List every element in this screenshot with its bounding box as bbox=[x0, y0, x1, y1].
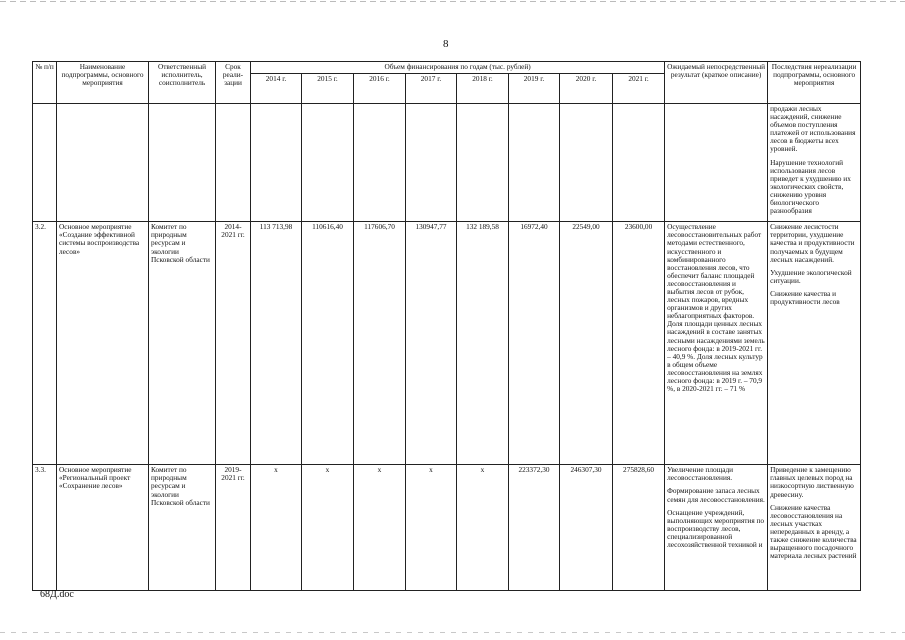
program-table bbox=[32, 61, 861, 591]
consequence-paragraph: Приведение к замещению главных целевых пород на низкосортную лиственную древесину. bbox=[770, 465, 854, 499]
scan-artifact-top bbox=[0, 1, 905, 2]
header-name: Наименование подпрограммы, основного мероприятия bbox=[57, 62, 149, 104]
result-cell bbox=[665, 222, 768, 465]
header-num: № п/п bbox=[33, 62, 57, 104]
value-cell: 132 189,58 bbox=[457, 222, 509, 465]
header-term: Срок реали-зации bbox=[216, 62, 251, 104]
row-number: 3.3. bbox=[33, 465, 57, 591]
value-cell: 117606,70 bbox=[354, 222, 406, 465]
row-name: Основное мероприятие «Региональный проект «Сохранение лесов» bbox=[57, 465, 149, 591]
header-executor: Ответственный исполнитель, соисполнитель bbox=[149, 62, 216, 104]
value-cell: x bbox=[302, 465, 354, 591]
header-year: 2019 г. bbox=[509, 74, 560, 104]
header-year: 2015 г. bbox=[302, 74, 354, 104]
value-cell: 223372,30 bbox=[509, 465, 560, 591]
value-cell: x bbox=[406, 465, 457, 591]
result-cell bbox=[665, 465, 768, 591]
row-executor: Комитет по природным ресурсам и экологии Псковской области bbox=[149, 222, 216, 465]
table-row bbox=[33, 465, 861, 591]
row-term: 2019-2021 гг. bbox=[216, 465, 251, 591]
value-cell: 275828,60 bbox=[613, 465, 665, 591]
value-cell: x bbox=[354, 465, 406, 591]
result-paragraph: Увеличение площади лесовосстановления. bbox=[667, 465, 734, 483]
table-row-continuation bbox=[33, 104, 861, 222]
consequence-cell bbox=[768, 465, 861, 591]
header-year: 2021 г. bbox=[613, 74, 665, 104]
header-year: 2018 г. bbox=[457, 74, 509, 104]
header-result: Ожидаемый непосредственный результат (краткое описание) bbox=[665, 62, 768, 104]
row-term: 2014-2021 гг. bbox=[216, 222, 251, 465]
value-cell: 23600,00 bbox=[613, 222, 665, 465]
value-cell: 110616,40 bbox=[302, 222, 354, 465]
row-number: 3.2. bbox=[33, 222, 57, 465]
header-funding: Объем финансирования по годам (тыс. рублей) bbox=[251, 62, 665, 74]
consequence-paragraph: Нарушение технологий использования лесов приведет к ухудшению их экологических свойств, снижению уровня биологического разнообразия bbox=[770, 157, 851, 216]
result-paragraph: Формирование запаса лесных семян для лесовосстановления. bbox=[667, 486, 765, 504]
table-row bbox=[33, 222, 861, 465]
consequence-paragraph: Ухудшение экологической ситуации. bbox=[770, 267, 852, 285]
row-executor: Комитет по природным ресурсам и экологии Псковской области bbox=[149, 465, 216, 591]
value-cell: 16972,40 bbox=[509, 222, 560, 465]
header-year: 2020 г. bbox=[560, 74, 613, 104]
consequence-paragraph: продажи лесных насаждений, снижение объемов поступления платежей от использования лесов в бюджеты всех уровней. bbox=[770, 104, 856, 154]
result-paragraph: Осуществление лесовосстановительных работ методами естественного, искусственного и комбинированного восстановления лесов, что обеспечит баланс площадей лесовосстановления и выбытия лесов от рубок, лесных пожаров, вредных организмов и других неблагоприятных факторов. Доля площади ценных лесных насаждений в составе занятых лесными насаждениями земель лесного фонда: в 2019-2021 гг. – 40,9 %. Доля лесных культур в общем объеме лесовосстановления на землях лесного фонда: в 2019 г. – 70,9 %, в 2020-2021 гг. – 71 % bbox=[667, 222, 765, 394]
row-name: Основное мероприятие «Создание эффективной системы воспроизводства лесов» bbox=[57, 222, 149, 465]
file-name-footer: 68Д.doc bbox=[40, 589, 74, 600]
header-year: 2016 г. bbox=[354, 74, 406, 104]
value-cell: 130947,77 bbox=[406, 222, 457, 465]
consequence-paragraph: Снижение лесистости территории, ухудшение качества и продуктивности получаемых в будущем лесных насаждений. bbox=[770, 222, 855, 264]
consequence-cell bbox=[768, 104, 861, 222]
header-consequence: Последствия нереализации подпрограммы, основного мероприятия bbox=[768, 62, 861, 104]
value-cell: x bbox=[457, 465, 509, 591]
scan-artifact-bottom bbox=[0, 632, 905, 633]
page-number: 8 bbox=[443, 38, 449, 50]
result-paragraph: Оснащение учреждений, выполняющих мероприятия по воспроизводству лесов, специализированной лесохозяйственной техникой и bbox=[667, 507, 765, 549]
header-year: 2017 г. bbox=[406, 74, 457, 104]
consequence-paragraph: Снижение качества и продуктивности лесов bbox=[770, 288, 840, 306]
consequence-paragraph: Снижение качества лесовосстановления на лесных участках непереданных в аренду, а также снижение количества выращенного посадочного материала лесных растений bbox=[770, 502, 857, 561]
header-year: 2014 г. bbox=[251, 74, 302, 104]
consequence-cell bbox=[768, 222, 861, 465]
value-cell: 22549,00 bbox=[560, 222, 613, 465]
value-cell: x bbox=[251, 465, 302, 591]
value-cell: 113 713,98 bbox=[251, 222, 302, 465]
value-cell: 246307,30 bbox=[560, 465, 613, 591]
